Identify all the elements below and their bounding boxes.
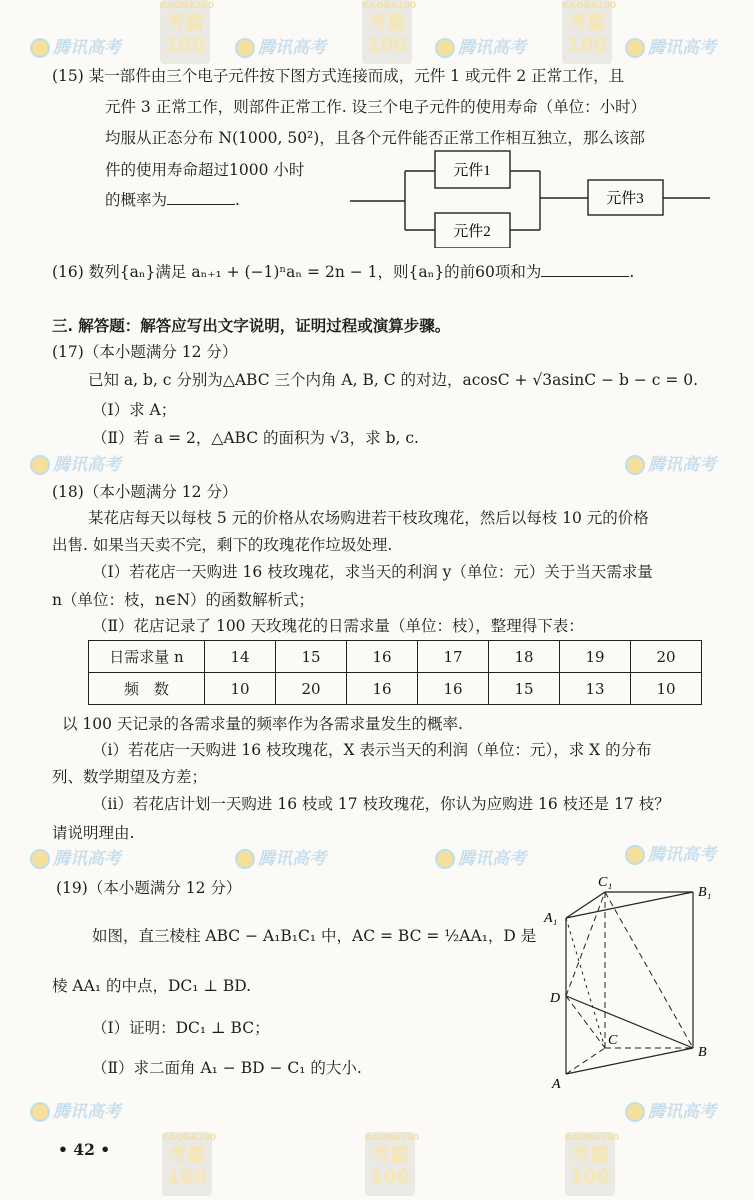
- q17-statement: 已知 a, b, c 分别为△ABC 三个内角 A, B, C 的对边，acosC + √3asinC − b − c = 0.: [88, 371, 699, 389]
- q18-part-1-cont: n（单位：枝，n∈N）的函数解析式；: [52, 591, 315, 609]
- q18-part-2: （Ⅱ）花店记录了 100 天玫瑰花的日需求量（单位：枝），整理得下表：: [92, 617, 584, 635]
- section-heading: 三. 解答题：解答应写出文字说明，证明过程或演算步骤。: [52, 316, 451, 335]
- watermark-tencent: 腾讯高考: [30, 1102, 121, 1122]
- watermark-tencent: 腾讯高考: [235, 38, 326, 58]
- table-row: [89, 641, 702, 673]
- table-cell: 16: [347, 641, 418, 673]
- element-3-label: 元件3: [606, 191, 644, 207]
- label-b: B: [698, 1045, 707, 1060]
- watermark-tencent: 腾讯高考: [30, 455, 121, 475]
- table-cell: 20: [631, 641, 702, 673]
- watermark-kaoba: KAOBA100 考霸 100: [160, 0, 210, 64]
- circuit-diagram: [350, 148, 710, 248]
- watermark-tencent: 腾讯高考: [235, 849, 326, 869]
- watermark-tencent: 腾讯高考: [435, 38, 526, 58]
- q18-part-1: （Ⅰ）若花店一天购进 16 枝玫瑰花，求当天的利润 y（单位：元）关于当天需求量: [92, 563, 653, 581]
- watermark-kaoba: KAOBA100 考霸 100: [565, 1132, 615, 1196]
- q18-sub-ii: （ii）若花店计划一天购进 16 枝或 17 枝玫瑰花，你认为应购进 16 枝还是 17 枝？: [92, 795, 670, 813]
- table-cell: 15: [276, 641, 347, 673]
- q18-line: 某花店每天以每枝 5 元的价格从农场购进若干枝玫瑰花，然后以每枝 10 元的价格: [88, 509, 649, 527]
- watermark-tencent: 腾讯高考: [625, 455, 716, 475]
- q19-header: (19)（本小题满分 12 分）: [56, 879, 242, 897]
- q17-part-1: （Ⅰ）求 A；: [92, 401, 177, 419]
- q18-line: 出售. 如果当天卖不完，剩下的玫瑰花作垃圾处理.: [52, 536, 393, 554]
- watermark-kaoba: KAOBA100 考霸 100: [362, 0, 412, 64]
- row-header: 日需求量 n: [89, 641, 205, 673]
- label-c1: C₁: [598, 875, 613, 890]
- prism-figure: [540, 870, 720, 1096]
- q19-line: 如图，直三棱柱 ABC − A₁B₁C₁ 中，AC = BC = ½AA₁，D 是: [92, 927, 537, 945]
- answer-blank[interactable]: [541, 262, 629, 277]
- table-cell: 16: [418, 673, 489, 705]
- q18-header: (18)（本小题满分 12 分）: [52, 483, 238, 501]
- watermark-kaoba: KAOBA100 考霸 100: [562, 0, 612, 64]
- label-d: D: [550, 991, 561, 1006]
- table-cell: 19: [560, 641, 631, 673]
- table-cell: 16: [347, 673, 418, 705]
- watermark-tencent: 腾讯高考: [30, 849, 121, 869]
- q17-header: (17)（本小题满分 12 分）: [52, 343, 238, 361]
- q15-line: 件的使用寿命超过1000 小时: [105, 161, 305, 179]
- q19-part-2: （Ⅱ）求二面角 A₁ − BD − C₁ 的大小.: [92, 1059, 362, 1077]
- table-cell: 18: [489, 641, 560, 673]
- watermark-kaoba: KAOBA100 考霸 100: [365, 1132, 415, 1196]
- table-cell: 13: [560, 673, 631, 705]
- page-number: • 42 •: [58, 1140, 111, 1159]
- answer-blank[interactable]: [167, 190, 235, 205]
- q19-line: 棱 AA₁ 的中点，DC₁ ⊥ BD.: [52, 977, 252, 995]
- table-cell: 10: [631, 673, 702, 705]
- q15-line: 均服从正态分布 N(1000, 50²)，且各个元件能否正常工作相互独立，那么该部: [105, 129, 645, 147]
- label-a1: A₁: [544, 911, 558, 926]
- watermark-kaoba: KAOBA100 考霸 100: [162, 1132, 212, 1196]
- q18-sub-i: （i）若花店一天购进 16 枝玫瑰花，X 表示当天的利润（单位：元），求 X 的分布: [92, 741, 652, 759]
- q15-line: 的概率为 .: [105, 191, 240, 209]
- question-16: (16) 数列{aₙ}满足 aₙ₊₁ + (−1)ⁿaₙ = 2n − 1，则{aₙ}的前60项和为 .: [52, 263, 635, 281]
- watermark-tencent: 腾讯高考: [625, 845, 716, 865]
- label-b1: B₁: [698, 885, 712, 900]
- label-a: A: [552, 1077, 561, 1092]
- q18-sub-ii-cont: 请说明理由.: [52, 824, 135, 842]
- label-c: C: [608, 1033, 618, 1048]
- table-cell: 10: [205, 673, 276, 705]
- table-cell: 14: [205, 641, 276, 673]
- watermark-tencent: 腾讯高考: [625, 38, 716, 58]
- demand-frequency-table: [88, 640, 702, 705]
- element-2-label: 元件2: [453, 224, 491, 240]
- row-header: 频 数: [89, 673, 205, 705]
- q15-line: 元件 3 正常工作，则部件正常工作. 设三个电子元件的使用寿命（单位：小时）: [105, 98, 647, 116]
- q19-part-1: （Ⅰ）证明：DC₁ ⊥ BC；: [92, 1019, 270, 1037]
- q18-line: 以 100 天记录的各需求量的频率作为各需求量发生的概率.: [62, 715, 463, 733]
- table-cell: 20: [276, 673, 347, 705]
- q17-part-2: （Ⅱ）若 a = 2，△ABC 的面积为 √3，求 b, c.: [92, 429, 419, 447]
- watermark-tencent: 腾讯高考: [435, 849, 526, 869]
- q15-line: (15) 某一部件由三个电子元件按下图方式连接而成，元件 1 或元件 2 正常工作，且: [52, 67, 625, 85]
- table-row: [89, 673, 702, 705]
- element-1-label: 元件1: [453, 163, 491, 179]
- table-cell: 15: [489, 673, 560, 705]
- watermark-tencent: 腾讯高考: [625, 1102, 716, 1122]
- table-cell: 17: [418, 641, 489, 673]
- q18-sub-i-cont: 列、数学期望及方差；: [52, 768, 208, 786]
- watermark-tencent: 腾讯高考: [30, 38, 121, 58]
